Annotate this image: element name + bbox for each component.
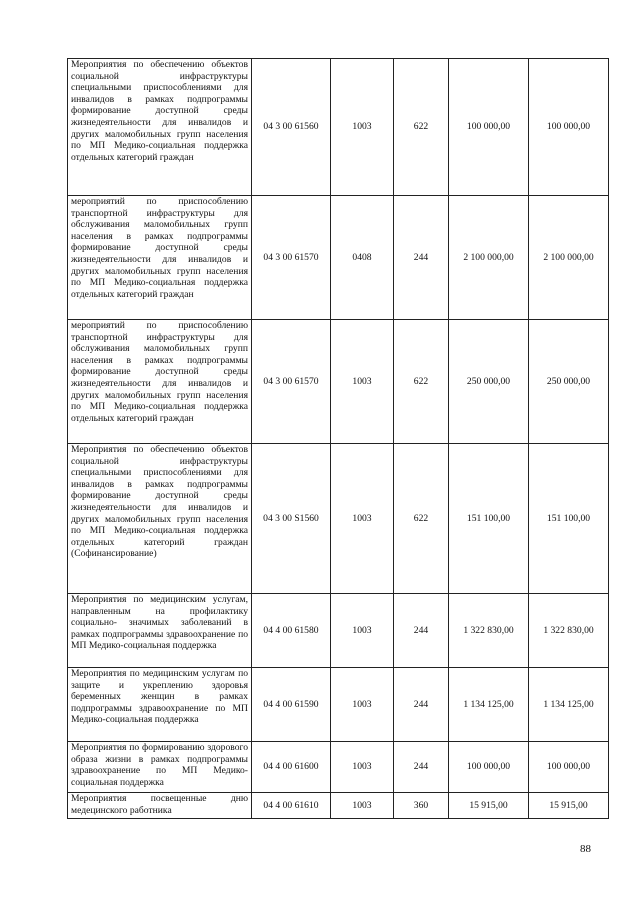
row-amount-1: 1 134 125,00: [449, 668, 529, 742]
row-type: 244: [394, 742, 449, 793]
row-code: 04 3 00 S1560: [252, 444, 331, 594]
row-type: 360: [394, 793, 449, 819]
table-row: [68, 320, 609, 444]
row-type: 622: [394, 444, 449, 594]
row-amount-1: 2 100 000,00: [449, 196, 529, 320]
row-amount-1: 100 000,00: [449, 59, 529, 196]
row-description: Мероприятия по обеспечению объектов социальной инфраструктуры специальными приспособлениями для инвалидов в рамках подпрограммы формирование доступной среды жизнедеятельности для инвалидов и других маломобильных групп населения по МП Медико-социальная поддержка отдельных категорий граждан (Софинансирование): [68, 444, 252, 594]
row-type: 622: [394, 320, 449, 444]
row-description: мероприятий по приспособлению транспортной инфраструктуры для обслуживания маломобильных групп населения в рамках подпрограммы формирование доступной среды жизнедеятельности для инвалидов и других маломобильных групп населения по МП Медико-социальная поддержка отдельных категорий граждан: [68, 320, 252, 444]
row-description: Мероприятия посвещенные дню медецинского работника: [68, 793, 252, 819]
row-code: 04 3 00 61570: [252, 196, 331, 320]
row-section: 1003: [331, 59, 394, 196]
row-code: 04 3 00 61560: [252, 59, 331, 196]
row-amount-2: 1 134 125,00: [529, 668, 609, 742]
row-amount-2: 100 000,00: [529, 59, 609, 196]
row-section: 1003: [331, 668, 394, 742]
row-code: 04 4 00 61610: [252, 793, 331, 819]
table-row: [68, 668, 609, 742]
row-amount-1: 15 915,00: [449, 793, 529, 819]
row-description: Мероприятия по формированию здорового образа жизни в рамках подпрограммы здравоохранение по МП Медико-социальная поддержка: [68, 742, 252, 793]
row-type: 244: [394, 668, 449, 742]
table-row: [68, 793, 609, 819]
table-row: [68, 59, 609, 196]
row-type: 244: [394, 196, 449, 320]
row-amount-2: 15 915,00: [529, 793, 609, 819]
row-amount-2: 2 100 000,00: [529, 196, 609, 320]
table-row: [68, 742, 609, 793]
budget-table: [67, 58, 609, 819]
row-description: Мероприятия по медицинским услугам по защите и укреплению здоровья беременных женщин в рамках подпрограммы здравоохранение по МП Медико-социальная поддержка: [68, 668, 252, 742]
page-number: 88: [580, 843, 591, 855]
table-row: [68, 594, 609, 668]
table-row: [68, 444, 609, 594]
row-section: 1003: [331, 793, 394, 819]
row-section: 1003: [331, 594, 394, 668]
row-code: 04 4 00 61580: [252, 594, 331, 668]
row-code: 04 3 00 61570: [252, 320, 331, 444]
row-section: 1003: [331, 320, 394, 444]
row-type: 244: [394, 594, 449, 668]
row-type: 622: [394, 59, 449, 196]
table-row: [68, 196, 609, 320]
row-amount-1: 250 000,00: [449, 320, 529, 444]
row-amount-1: 151 100,00: [449, 444, 529, 594]
row-section: 1003: [331, 742, 394, 793]
row-description: Мероприятия по обеспечению объектов социальной инфраструктуры специальными приспособлениями для инвалидов в рамках подпрограммы формирование доступной среды жизнедеятельности для инвалидов и других маломобильных групп населения по МП Медико-социальная поддержка отдельных категорий граждан: [68, 59, 252, 196]
row-amount-2: 1 322 830,00: [529, 594, 609, 668]
row-amount-1: 100 000,00: [449, 742, 529, 793]
row-code: 04 4 00 61590: [252, 668, 331, 742]
row-amount-1: 1 322 830,00: [449, 594, 529, 668]
row-amount-2: 151 100,00: [529, 444, 609, 594]
row-section: 1003: [331, 444, 394, 594]
row-description: Мероприятия по медицинским услугам, направленным на профилактику социально- значимых заболеваний в рамках подпрограммы здравоохранение по МП Медико-социальная поддержка: [68, 594, 252, 668]
row-amount-2: 250 000,00: [529, 320, 609, 444]
row-code: 04 4 00 61600: [252, 742, 331, 793]
row-amount-2: 100 000,00: [529, 742, 609, 793]
row-description: мероприятий по приспособлению транспортной инфраструктуры для обслуживания маломобильных групп населения в рамках подпрограммы формирование доступной среды жизнедеятельности для инвалидов и других маломобильных групп населения по МП Медико-социальная поддержка отдельных категорий граждан: [68, 196, 252, 320]
row-section: 0408: [331, 196, 394, 320]
